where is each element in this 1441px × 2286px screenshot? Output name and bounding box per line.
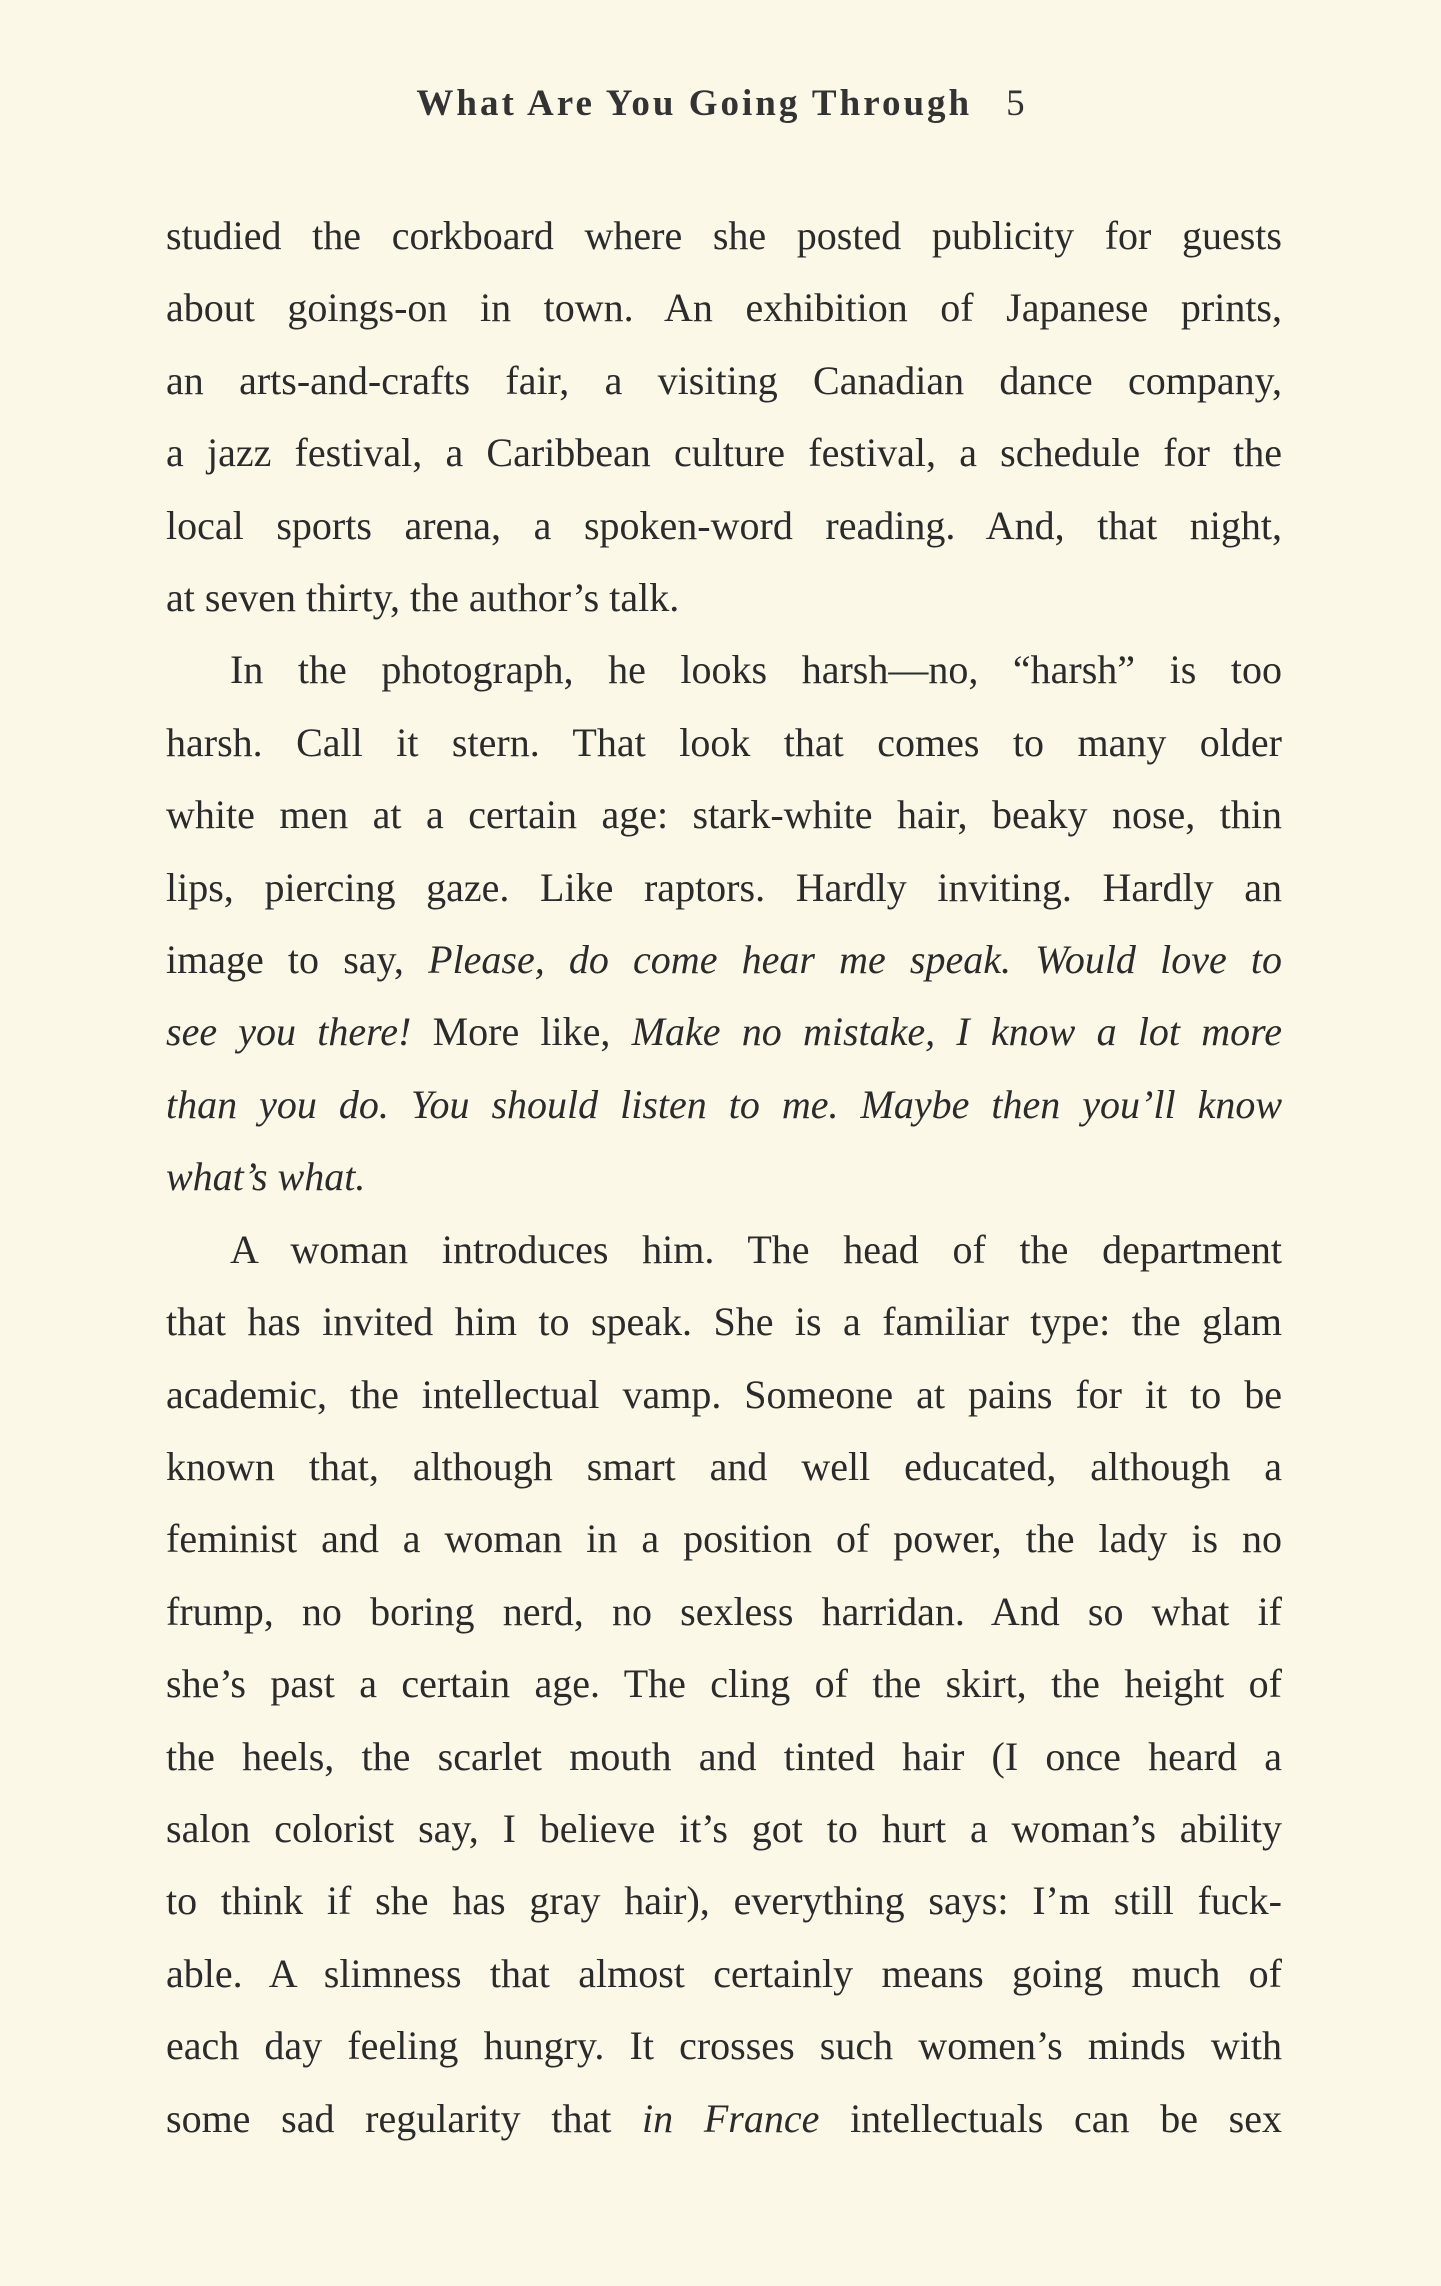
text-line: A woman introduces him. The head of the department	[230, 1226, 1282, 1272]
text-line: local sports arena, a spoken-word reading. And, that night,	[166, 502, 1282, 548]
text-line: she’s past a certain age. The cling of the skirt, the height of	[166, 1661, 1282, 1707]
body-text	[166, 200, 1282, 2155]
text-line: known that, although smart and well educated, although a	[166, 1443, 1282, 1489]
text-line: harsh. Call it stern. That look that comes to many older	[166, 719, 1282, 765]
text-line: white men at a certain age: stark-white hair, beaky nose, thin	[166, 792, 1282, 838]
text-line: In the photograph, he looks harsh—no, “harsh” is too	[230, 647, 1282, 693]
text-line	[166, 924, 1282, 996]
running-title: What Are You Going Through	[416, 83, 973, 124]
text-segment: some sad regularity that	[166, 2095, 612, 2141]
text-segment: More like,	[432, 1009, 611, 1055]
italic-segment: see you there!	[166, 1009, 412, 1055]
text-line: about goings-on in town. An exhibition of Japanese prints,	[166, 285, 1282, 331]
running-head	[0, 82, 1441, 125]
text-line	[166, 2083, 1282, 2155]
italic-segment: Please, do come hear me speak. Would love to	[428, 937, 1283, 983]
text-line	[166, 1141, 1282, 1213]
text-line: lips, piercing gaze. Like raptors. Hardly inviting. Hardly an	[166, 864, 1282, 910]
italic-segment: in France	[642, 2095, 820, 2141]
text-line: a jazz festival, a Caribbean culture festival, a schedule for the	[166, 430, 1282, 476]
text-line	[166, 996, 1282, 1068]
text-line	[166, 1069, 1282, 1141]
text-line: the heels, the scarlet mouth and tinted hair (I once heard a	[166, 1733, 1282, 1779]
text-line: studied the corkboard where she posted publicity for guests	[166, 213, 1282, 258]
text-line: academic, the intellectual vamp. Someone at pains for it to be	[166, 1371, 1282, 1417]
italic-segment: what’s what.	[166, 1154, 366, 1200]
text-line: at seven thirty, the author’s talk.	[166, 575, 680, 621]
text-line: that has invited him to speak. She is a familiar type: the glam	[166, 1299, 1282, 1345]
text-line: each day feeling hungry. It crosses such women’s minds with	[166, 2023, 1282, 2069]
italic-segment: Make no mistake, I know a lot more	[631, 1009, 1283, 1055]
text-line: to think if she has gray hair), everything says: I’m still fuck-	[166, 1878, 1282, 1924]
text-line: frump, no boring nerd, no sexless harridan. And so what if	[166, 1588, 1282, 1634]
text-line: feminist and a woman in a position of power, the lady is no	[166, 1516, 1282, 1562]
text-line: salon colorist say, I believe it’s got to hurt a woman’s ability	[166, 1805, 1282, 1851]
text-line: an arts-and-crafts fair, a visiting Canadian dance company,	[166, 357, 1282, 403]
text-line: able. A slimness that almost certainly means going much of	[166, 1950, 1282, 1996]
italic-segment: than you do. You should listen to me. Maybe then you’ll know	[166, 1081, 1282, 1127]
text-segment: intellectuals can be sex	[850, 2095, 1283, 2141]
page-number: 5	[1006, 83, 1025, 124]
text-segment: image to say,	[166, 937, 404, 983]
